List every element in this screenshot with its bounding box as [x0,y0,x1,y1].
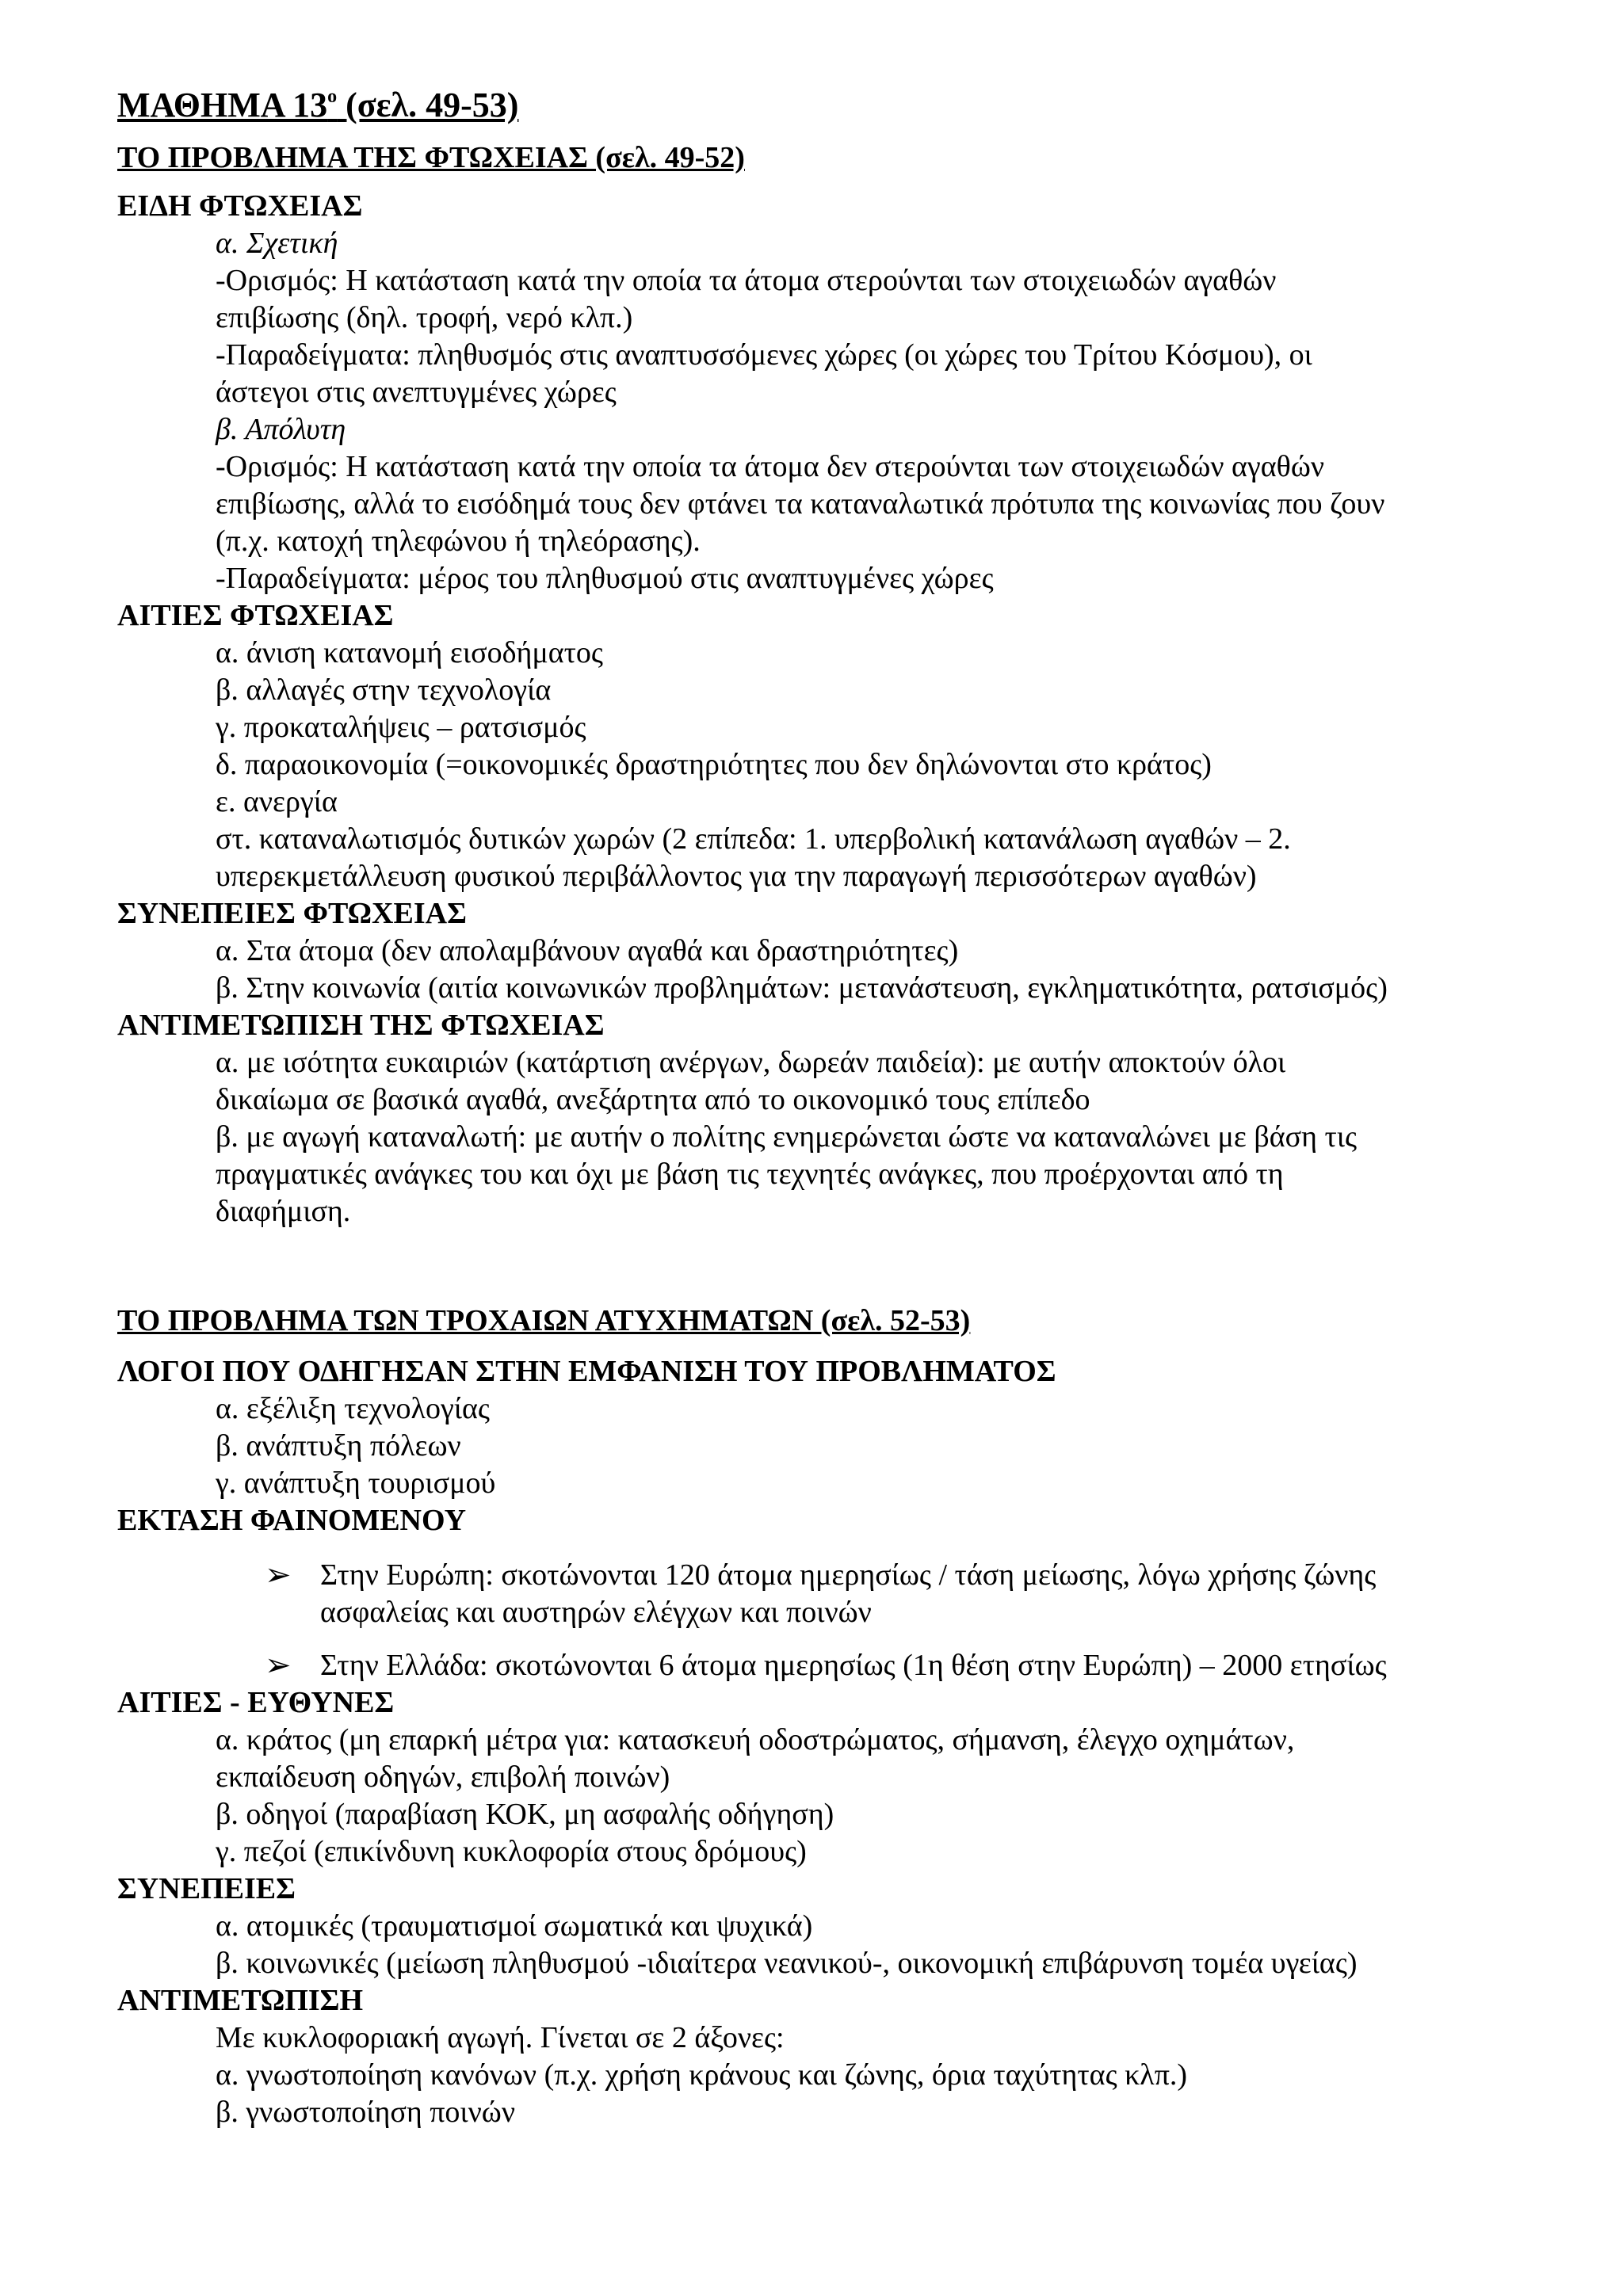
extent-europe-line: Στην Ευρώπη: σκοτώνονται 120 άτομα ημερησίως / τάση μείωσης, λόγω χρήσης ζώνης [320,1558,1377,1592]
accident-solutions-intro: Με κυκλοφοριακή αγωγή. Γίνεται σε 2 άξονες: [216,2021,785,2054]
poverty-solution-item: α. με ισότητα ευκαιριών (κατάρτιση ανέργων, δωρεάν παιδεία): με αυτήν αποκτούν όλοι [216,1046,1286,1079]
lesson-title-prefix: ΜΑΘΗΜΑ 13 [117,86,328,124]
accident-reason-item: α. εξέλιξη τεχνολογίας [216,1392,490,1425]
list-item [117,1647,1512,1684]
accident-extent-heading: ΕΚΤΑΣΗ ΦΑΙΝΟΜΕΝΟΥ [117,1504,467,1537]
absolute-poverty-definition-line: (π.χ. κατοχή τηλεφώνου ή τηλεόρασης). [216,524,701,558]
poverty-cause-item: α. άνιση κατανομή εισοδήματος [216,636,603,669]
poverty-consequences-heading: ΣΥΝΕΠΕΙΕΣ ΦΤΩΧΕΙΑΣ [117,897,467,930]
accident-cause-item: εκπαίδευση οδηγών, επιβολή ποινών) [216,1760,670,1794]
accident-cause-item: α. κράτος (μη επαρκή μέτρα για: κατασκευή οδοστρώματος, σήμανση, έλεγχο οχημάτων, [216,1723,1295,1756]
poverty-cause-item: δ. παραοικονομία (=οικονομικές δραστηριότητες που δεν δηλώνονται στο κράτος) [216,748,1212,781]
accidents-section [117,1353,1512,2131]
poverty-cause-item: στ. καταναλωτισμός δυτικών χωρών (2 επίπεδα: 1. υπερβολική κατανάλωση αγαθών – 2. [216,822,1291,856]
relative-poverty-label: α. Σχετική [216,227,338,260]
accident-reason-item: β. ανάπτυξη πόλεων [216,1429,461,1463]
absolute-poverty-definition-line: επιβίωσης, αλλά το εισόδημά τους δεν φτάνει τα καταναλωτικά πρότυπα της κοινωνίας που ζουν [216,487,1385,521]
poverty-section-title: ΤΟ ΠΡΟΒΛΗΜΑ ΤΗΣ ΦΤΩΧΕΙΑΣ (σελ. 49-52) [117,141,745,174]
arrowhead-bullet-icon: ➢ [265,1647,292,1684]
accident-consequence-item: α. ατομικές (τραυματισμοί σωματικά και ψυχικά) [216,1909,813,1943]
accident-consequence-item: β. κοινωνικές (μείωση πληθυσμού -ιδιαίτερα νεανικού-, οικονομική επιβάρυνση τομέα υγείας) [216,1947,1358,1980]
poverty-types-heading: ΕΙΔΗ ΦΤΩΧΕΙΑΣ [117,189,363,223]
accident-solutions-heading: ΑΝΤΙΜΕΤΩΠΙΣΗ [117,1984,364,2017]
poverty-cause-item: β. αλλαγές στην τεχνολογία [216,673,552,707]
lesson-title-superscript: ο [327,86,338,107]
relative-poverty-examples-line: -Παραδείγματα: πληθυσμός στις αναπτυσσόμενες χώρες (οι χώρες του Τρίτου Κόσμου), οι [216,338,1312,372]
absolute-poverty-definition-line: -Ορισμός: Η κατάσταση κατά την οποία τα άτομα δεν στερούνται των στοιχειωδών αγαθών [216,450,1325,483]
poverty-solution-item: β. με αγωγή καταναλωτή: με αυτήν ο πολίτης ενημερώνεται ώστε να καταναλώνει με βάση τις [216,1120,1358,1154]
poverty-consequence-item: β. Στην κοινωνία (αιτία κοινωνικών προβλημάτων: μετανάστευση, εγκληματικότητα, ρατσισμός) [216,971,1388,1005]
poverty-cause-item: υπερεκμετάλλευση φυσικού περιβάλλοντος για την παραγωγή περισσότερων αγαθών) [216,860,1257,893]
poverty-consequence-item: α. Στα άτομα (δεν απολαμβάνουν αγαθά και δραστηριότητες) [216,934,959,967]
accident-reason-item: γ. ανάπτυξη τουρισμού [216,1466,496,1500]
accident-reasons-heading: ΛΟΓΟΙ ΠΟΥ ΟΔΗΓΗΣΑΝ ΣΤΗΝ ΕΜΦΑΝΙΣΗ ΤΟΥ ΠΡΟΒΛΗΜΑΤΟΣ [117,1355,1056,1388]
accidents-section-title: ΤΟ ΠΡΟΒΛΗΜΑ ΤΩΝ ΤΡΟΧΑΙΩΝ ΑΤΥΧΗΜΑΤΩΝ (σελ. 52-53) [117,1304,971,1337]
extent-greece-line: Στην Ελλάδα: σκοτώνονται 6 άτομα ημερησίως (1η θέση στην Ευρώπη) – 2000 ετησίως [320,1649,1387,1682]
poverty-cause-item: ε. ανεργία [216,785,338,818]
poverty-solution-item: δικαίωμα σε βασικά αγαθά, ανεξάρτητα από το οικονομικό τους επίπεδο [216,1083,1090,1116]
relative-poverty-examples-line: άστεγοι στις ανεπτυγμένες χώρες [216,376,617,409]
relative-poverty-definition-line: επιβίωσης (δηλ. τροφή, νερό κλπ.) [216,301,633,334]
poverty-solution-item: πραγματικές ανάγκες του και όχι με βάση τις τεχνητές ανάγκες, που προέρχονται από τη [216,1158,1284,1191]
poverty-solutions-heading: ΑΝΤΙΜΕΤΩΠΙΣΗ ΤΗΣ ΦΤΩΧΕΙΑΣ [117,1009,605,1042]
accident-solution-item: α. γνωστοποίηση κανόνων (π.χ. χρήση κράνους και ζώνης, όρια ταχύτητας κλπ.) [216,2058,1188,2092]
accident-cause-item: β. οδηγοί (παραβίαση ΚΟΚ, μη ασφαλής οδήγηση) [216,1798,834,1831]
absolute-poverty-label: β. Απόλυτη [216,413,346,446]
poverty-section [117,188,1512,1230]
accident-cause-item: γ. πεζοί (επικίνδυνη κυκλοφορία στους δρόμους) [216,1835,807,1868]
accident-causes-heading: ΑΙΤΙΕΣ - ΕΥΘΥΝΕΣ [117,1686,395,1719]
poverty-solution-item: διαφήμιση. [216,1195,351,1228]
arrowhead-bullet-icon: ➢ [265,1557,292,1593]
accident-solution-item: β. γνωστοποίηση ποινών [216,2096,515,2129]
poverty-cause-item: γ. προκαταλήψεις – ρατσισμός [216,711,586,744]
absolute-poverty-examples: -Παραδείγματα: μέρος του πληθυσμού στις αναπτυγμένες χώρες [216,562,994,595]
poverty-causes-heading: ΑΙΤΙΕΣ ΦΤΩΧΕΙΑΣ [117,599,394,632]
lesson-title [117,82,518,128]
lesson-title-pages: (σελ. 49-53) [346,86,519,124]
list-item [117,1557,1512,1631]
accident-consequences-heading: ΣΥΝΕΠΕΙΕΣ [117,1872,296,1905]
extent-europe-line: ασφαλείας και αυστηρών ελέγχων και ποινών [320,1596,872,1629]
relative-poverty-definition-line: -Ορισμός: Η κατάσταση κατά την οποία τα άτομα στερούνται των στοιχειωδών αγαθών [216,264,1277,297]
accident-extent-list [117,1557,1512,1684]
